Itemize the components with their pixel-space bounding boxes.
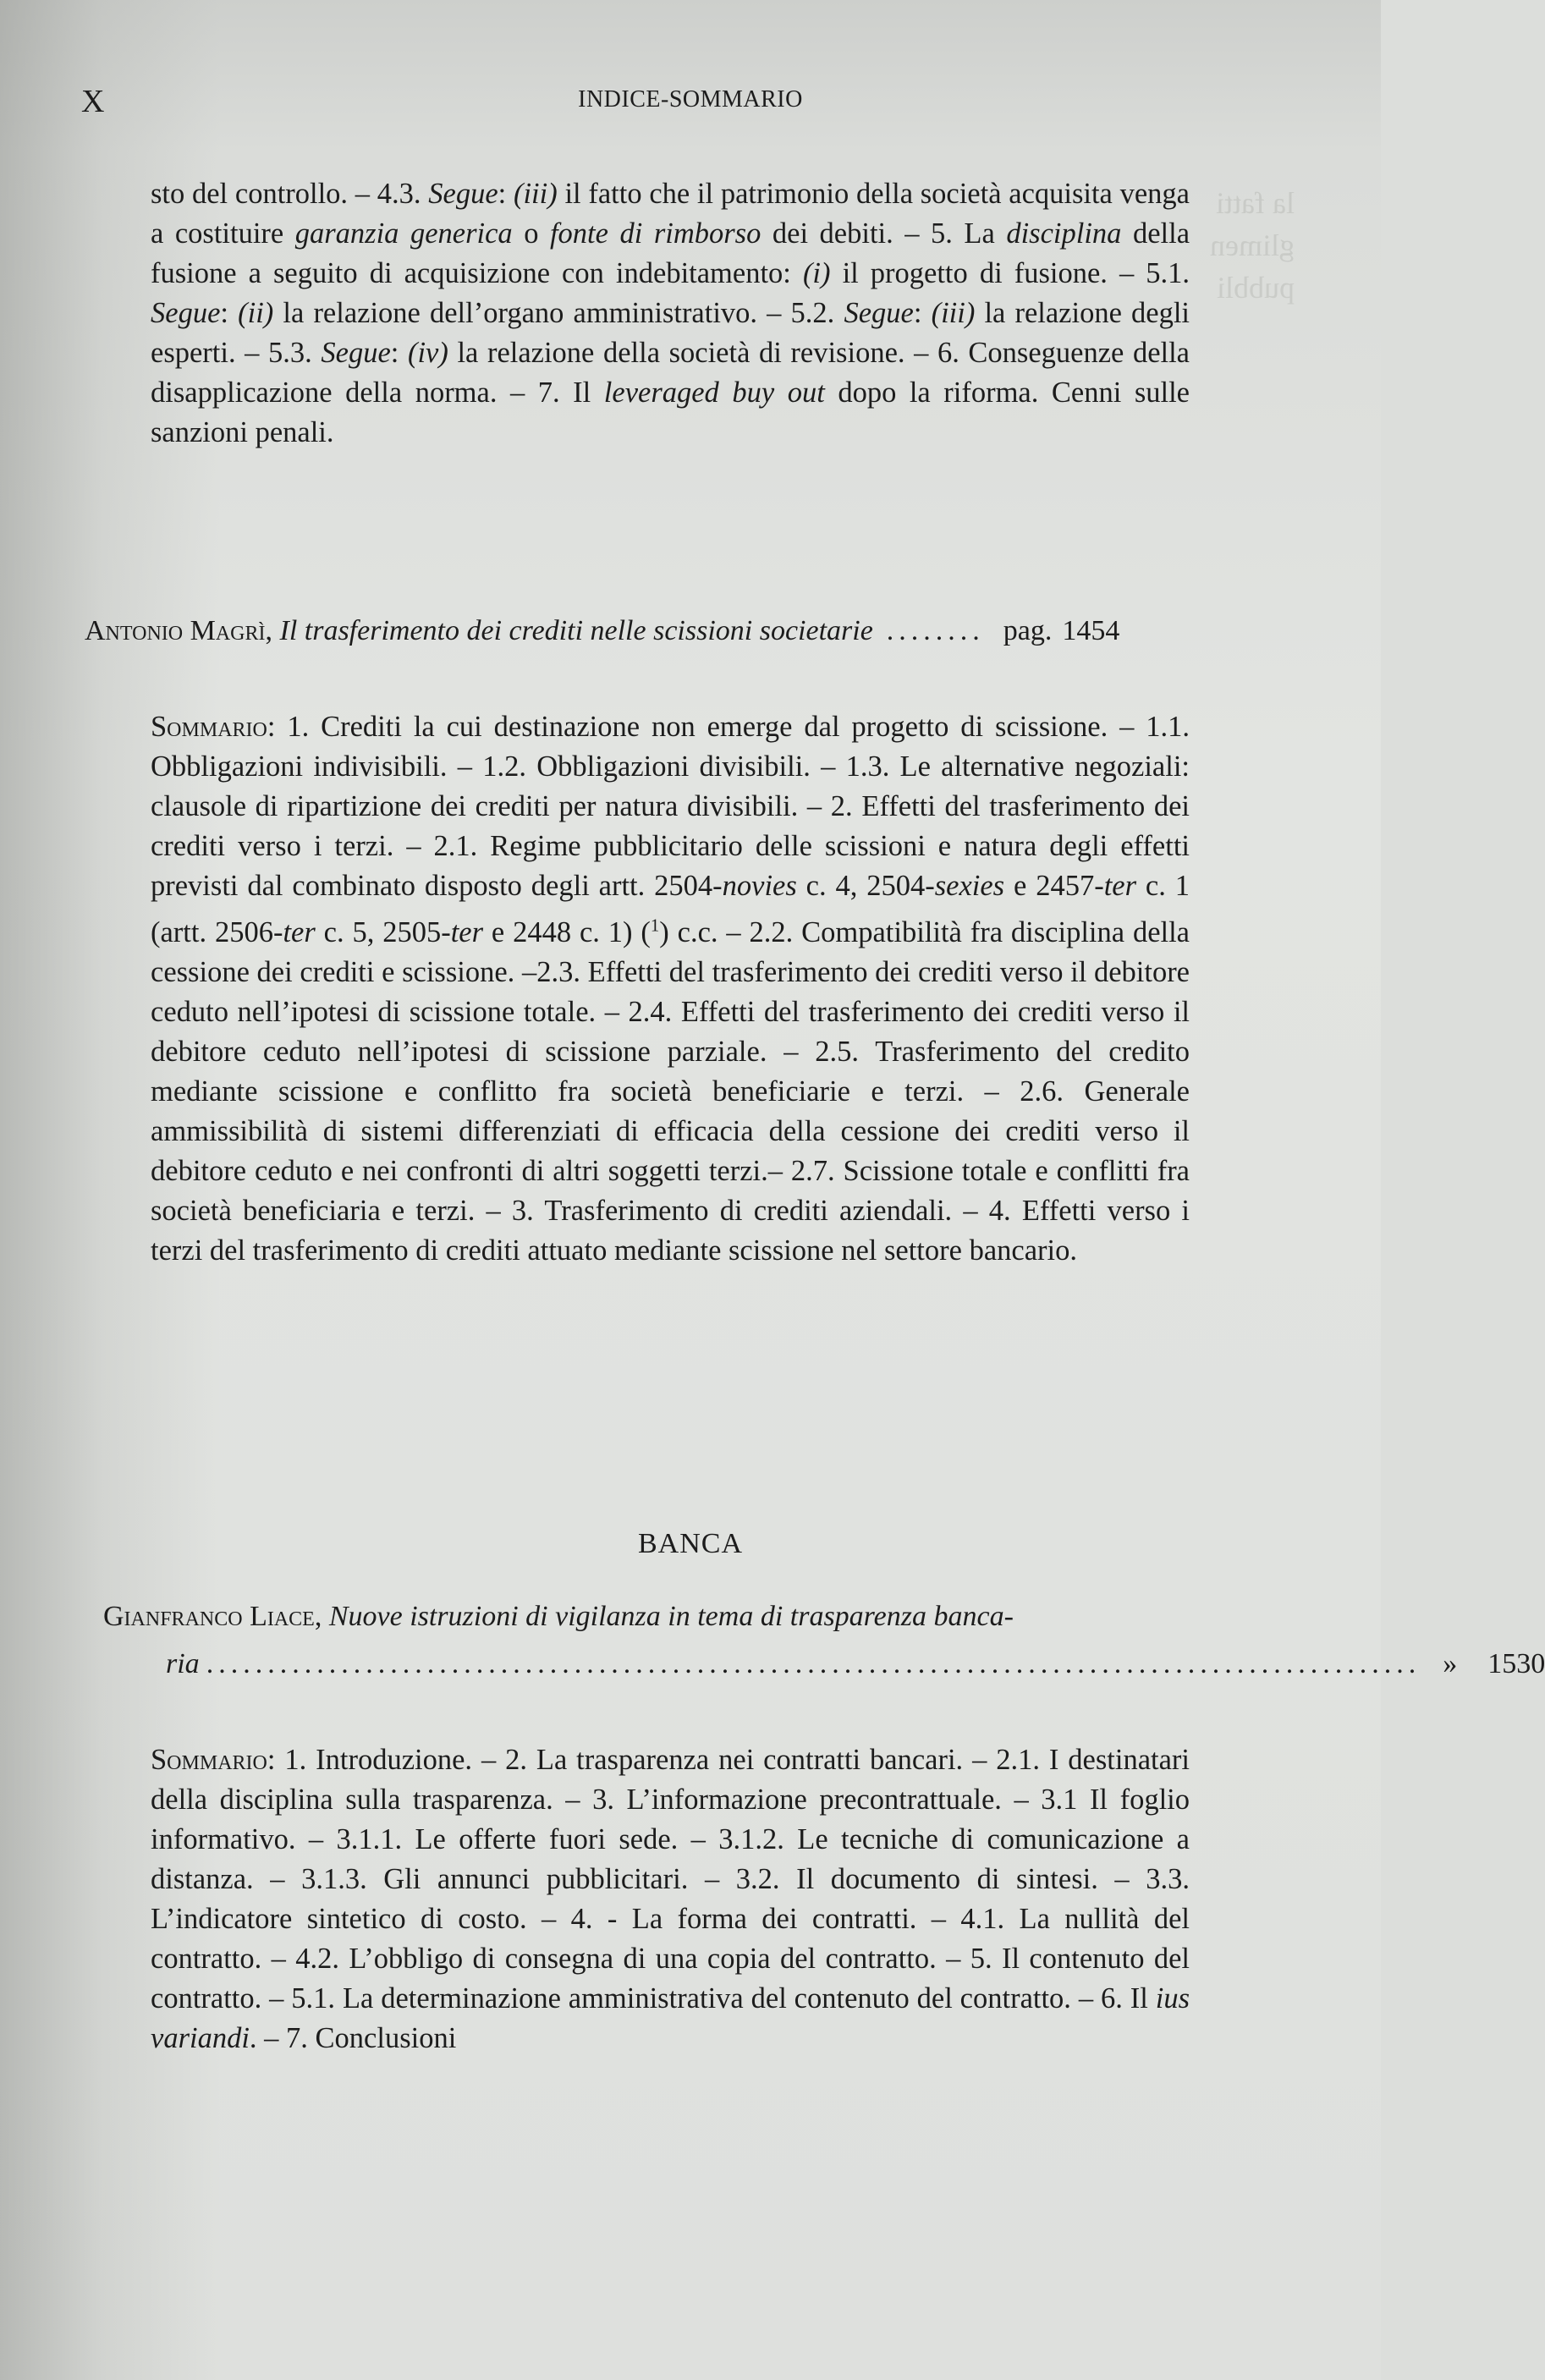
text-run: o — [512, 217, 550, 250]
dot-leader: ........ — [886, 615, 985, 646]
toc-entry-magri[interactable] — [85, 611, 1354, 651]
summary-text — [151, 711, 1190, 1267]
italic-run: sexies — [934, 870, 1005, 902]
running-head-title: INDICE-SOMMARIO — [578, 86, 803, 113]
previous-entry-summary-continuation — [151, 174, 1190, 453]
text-run: della fusione a seguito di acquisizione con indebitamento: — [151, 217, 1190, 289]
text-run: : — [498, 178, 514, 210]
text-run: c. 5, 2505- — [315, 915, 451, 948]
italic-run: fonte di rimborso — [549, 217, 762, 250]
italic-run: ter — [1103, 870, 1137, 902]
entry-title: Il trasferimento dei crediti nelle scissioni societarie — [279, 615, 873, 646]
italic-run: (iii) — [513, 178, 558, 210]
toc-entry-line — [85, 611, 1354, 651]
section-heading: BANCA — [637, 1528, 744, 1559]
entry-page-number: 1530 — [1487, 1648, 1545, 1679]
text-run: e 2457- — [1004, 870, 1104, 902]
entry-separator: , — [265, 615, 280, 646]
text-run: : — [220, 297, 239, 329]
page-folio: X — [81, 84, 106, 119]
text-run: e 2448 c. 1) ( — [483, 915, 651, 948]
italic-run: Segue — [321, 337, 391, 369]
text-run: dei debiti. – 5. La — [761, 217, 1007, 250]
italic-run: disciplina — [1006, 217, 1122, 250]
entry-title-line-2: ria — [166, 1648, 200, 1679]
summary-label: Sommario — [151, 1744, 267, 1776]
text-run: il progetto di fusione. – 5.1. — [830, 257, 1190, 289]
italic-run: (iv) — [407, 337, 448, 369]
text-run: : 1. Introduzione. – 2. La trasparenza nei contratti bancari. – 2.1. I destinatari della disciplina sulla trasparenza. – 3. L’informazione precontrattuale. – 3.1 Il foglio informativo. – 3.1.1. Le offerte fuori sede. – 3.1.2. Le tecniche di comunicazione a distanza. – 3.1.3. Gli annunci pubblicitari. – 3.2. Il documento di sintesi. – 3.3. L’indicatore sintetico di costo. – 4. - La forma dei contratti. – 4.1. La nullità del contratto. – 4.2. L’obbligo di consegna di una copia del contratto. – 5. Il contenuto del contratto. – 5.1. La determinazione amministrativa del contenuto del contratto. – 6. Il — [151, 1744, 1190, 2014]
entry-page-number: 1454 — [1062, 615, 1120, 646]
text-run: la relazione degli esperti. – 5.3. — [151, 297, 1190, 369]
entry-summary-magri — [151, 707, 1190, 1271]
text-run: ) c.c. – 2.2. Compatibilità fra disciplina della cessione dei crediti e scissione. –2.3. Effetti del trasferimento dei crediti verso il debitore ceduto nell’ipotesi di scissione totale. – 2.4. Effetti del trasferimento dei crediti verso il debitore ceduto nell’ipotesi di scissione parziale. – 2.5. Trasferimento del credito mediante scissione e conflitto fra società beneficiarie e terzi. – 2.6. Generale ammissibilità di sistemi differenziati di efficacia della cessione dei crediti verso il debitore ceduto e nei confronti di altri soggetti terzi.– 2.7. Scissione totale e conflitti fra società beneficiaria e terzi. – 3. Trasferimento di crediti aziendali. – 4. Effetti verso i terzi del trasferimento di crediti attuato mediante scissione nel settore bancario. — [151, 915, 1190, 1267]
running-head — [81, 83, 1367, 117]
toc-entry-liace[interactable] — [103, 1597, 1545, 1684]
italic-run: ter — [283, 915, 316, 948]
text-run: la relazione dell’organo amministrativo. – 5.2. — [273, 297, 844, 329]
summary-text — [151, 1744, 1190, 2054]
italic-run: Segue — [151, 297, 221, 329]
italic-run: (ii) — [238, 297, 274, 329]
entry-author: Gianfranco Liace — [103, 1601, 315, 1632]
dot-leader: ................................................................................................... — [206, 1648, 1421, 1679]
toc-entry-line-2 — [103, 1644, 1545, 1684]
text-run: la relazione della società di revisione. – 6. Conseguenze della disapplicazione della norma. – 7. Il — [151, 337, 1190, 409]
text-run: . – 7. Conclusioni — [249, 2022, 457, 2054]
text-run: c. 4, 2504- — [796, 870, 935, 902]
text-run: : — [390, 337, 408, 369]
text-run: : 1. Crediti la cui destinazione non emerge dal progetto di scissione. – 1.1. Obbligazioni indivisibili. – 1.2. Obbligazioni divisibili. – 1.3. Le alternative negoziali: clausole di ripartizione dei crediti per natura divisibili. – 2. Effetti del trasferimento dei crediti verso i terzi. – 2.1. Regime pubblicitario delle scissioni e natura degli effetti previsti dal combinato disposto degli artt. 2504- — [151, 711, 1190, 902]
entry-author: Antonio Magrì — [85, 615, 266, 646]
page-label: pag. — [1003, 615, 1053, 646]
footnote-marker: 1 — [650, 916, 660, 935]
text-run: dopo la riforma. Cenni sulle sanzioni penali. — [151, 377, 1190, 448]
entry-title-line-1: Nuove istruzioni di vigilanza in tema di trasparenza banca- — [328, 1601, 1014, 1632]
italic-run: Segue — [844, 297, 914, 329]
text-run: c. 1 (artt. 2506- — [151, 870, 1190, 948]
italic-run: ius variandi — [151, 1982, 1190, 2054]
entry-summary-liace — [151, 1740, 1190, 2058]
italic-run: novies — [722, 870, 797, 902]
italic-run: ter — [450, 915, 484, 948]
italic-run: leveraged buy out — [603, 377, 825, 409]
entry-separator: , — [314, 1601, 329, 1632]
italic-run: (i) — [802, 257, 831, 289]
text-run: : — [913, 297, 932, 329]
summary-label: Sommario — [151, 711, 267, 743]
toc-entry-line-1 — [103, 1597, 1354, 1636]
page-label: » — [1443, 1648, 1458, 1679]
italic-run: garanzia generica — [294, 217, 513, 250]
italic-run: (iii) — [931, 297, 976, 329]
bleed-through-text: la fatti glimen pubbli — [1210, 186, 1295, 305]
text-run: sto del controllo. – 4.3. — [151, 178, 429, 210]
text-run: il fatto che il patrimonio della società acquisita venga a costituire — [151, 178, 1190, 250]
italic-run: Segue — [428, 178, 498, 210]
